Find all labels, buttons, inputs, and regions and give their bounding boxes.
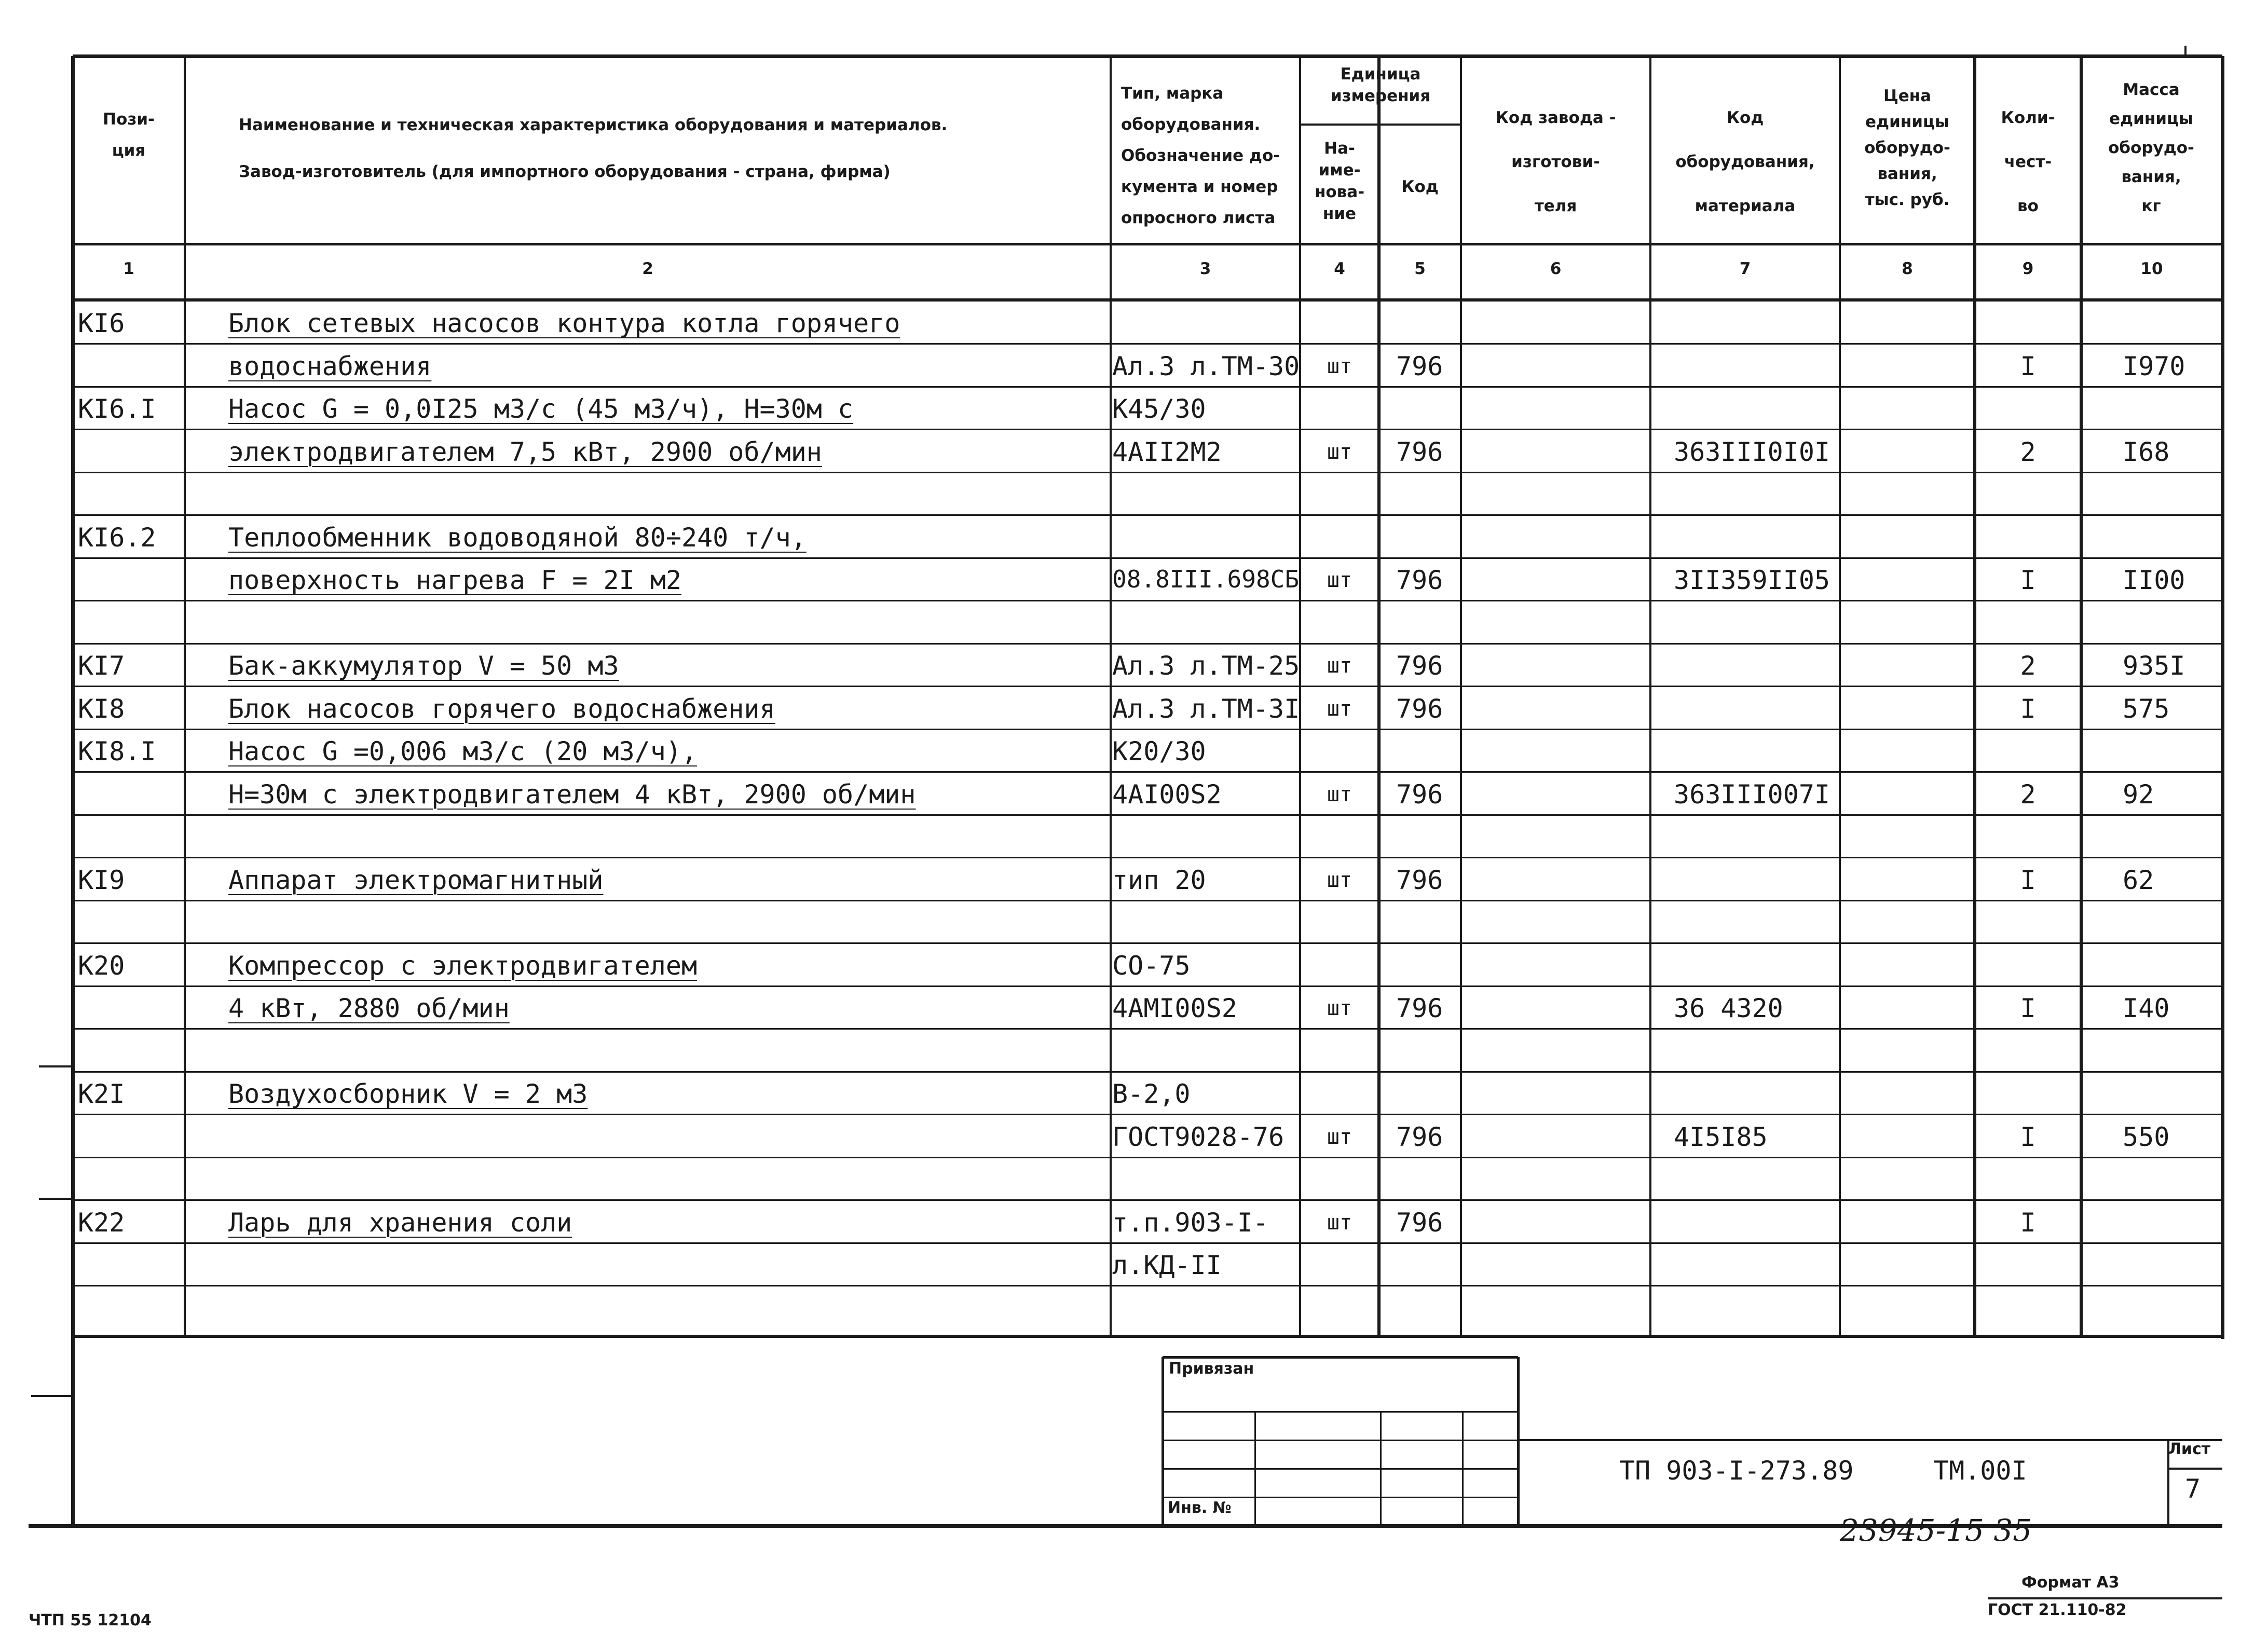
stamp-code: ЧТП 55 12104	[29, 1611, 152, 1630]
name-cell: Аппарат электромагнитный	[228, 865, 604, 895]
bound-label: Привязан	[1169, 1360, 1254, 1378]
unit-name-cell: шт	[1327, 868, 1352, 892]
unit-code-cell: 796	[1396, 693, 1443, 724]
equipment-code-cell: 363III0I0I	[1674, 436, 1830, 467]
name-cell: Теплообменник водоводяной 80÷240 т/ч,	[228, 522, 807, 553]
type-cell: СО-75	[1112, 950, 1191, 981]
header-price: Цена единицы оборудо- вания, тыс. руб.	[1864, 87, 1950, 209]
unit-code-cell: 796	[1396, 1207, 1443, 1238]
unit-code-cell: 796	[1396, 351, 1443, 381]
quantity-cell: I	[2020, 1207, 2036, 1238]
equipment-code-cell: 4I5I85	[1674, 1121, 1768, 1152]
quantity-cell: 2	[2020, 436, 2036, 467]
inventory-label: Инв. №	[1168, 1499, 1232, 1517]
header-quantity: Коли- чест- во	[2001, 108, 2055, 215]
position-cell: КI6.I	[78, 394, 156, 424]
unit-name-cell: шт	[1327, 440, 1352, 464]
name-cell: водоснабжения	[228, 351, 432, 381]
header-code: Код оборудования, материала	[1675, 108, 1815, 215]
name-cell: поверхность нагрева F = 2I м2	[228, 565, 681, 595]
unit-code-cell: 796	[1396, 1121, 1443, 1152]
unit-name-cell: шт	[1327, 782, 1352, 806]
type-cell: 4АII2М2	[1112, 436, 1222, 467]
name-cell: Бак-аккумулятор V = 50 м3	[228, 651, 619, 681]
unit-name-cell: шт	[1327, 1210, 1352, 1235]
unit-code-cell: 796	[1396, 565, 1443, 595]
column-number: 1	[123, 259, 134, 278]
type-cell: ГОСТ9028-76	[1112, 1121, 1285, 1152]
header-position: Пози- ция	[103, 110, 155, 160]
position-cell: КI6.2	[78, 522, 156, 553]
column-number: 6	[1550, 259, 1562, 278]
unit-name-cell: шт	[1327, 696, 1352, 721]
type-cell: т.п.903-I-	[1112, 1207, 1269, 1238]
type-cell: В-2,0	[1112, 1079, 1191, 1109]
mass-cell: I970	[2123, 351, 2185, 381]
column-number: 3	[1199, 259, 1211, 278]
unit-name-cell: шт	[1327, 354, 1352, 378]
mass-cell: 935I	[2123, 651, 2185, 681]
name-cell: электродвигателем 7,5 кВт, 2900 об/мин	[228, 436, 822, 467]
unit-code-cell: 796	[1396, 779, 1443, 810]
unit-name-cell: шт	[1327, 996, 1352, 1020]
unit-code-cell: 796	[1396, 651, 1443, 681]
position-cell: К22	[78, 1207, 125, 1238]
quantity-cell: I	[2020, 693, 2036, 724]
header-type: Тип, марка оборудования. Обозначение до- кумента и номер опросного листа	[1121, 84, 1280, 227]
unit-code-cell: 796	[1396, 436, 1443, 467]
column-number: 7	[1739, 259, 1751, 278]
position-cell: КI8.I	[78, 736, 156, 766]
quantity-cell: I	[2020, 993, 2036, 1023]
name-cell: Блок насосов горячего водоснабжения	[228, 693, 775, 724]
quantity-cell: 2	[2020, 779, 2036, 810]
header-unit-code: Код	[1401, 177, 1439, 196]
column-number: 10	[2140, 259, 2163, 278]
header-unit-name: На- име- нова- ние	[1314, 139, 1365, 223]
column-number: 8	[1902, 259, 1913, 278]
quantity-cell: 2	[2020, 651, 2036, 681]
type-cell: 4АI00S2	[1112, 779, 1222, 810]
name-cell: Воздухосборник V = 2 м3	[228, 1079, 588, 1109]
mass-cell: I40	[2123, 993, 2170, 1023]
gost-label: ГОСТ 21.110-82	[1988, 1601, 2127, 1619]
mass-cell: 92	[2123, 779, 2154, 810]
name-cell: Компрессор с электродвигателем	[228, 950, 698, 981]
type-cell: К45/30	[1112, 394, 1206, 424]
type-cell: 08.8III.698СБ	[1112, 565, 1300, 593]
column-number: 5	[1414, 259, 1426, 278]
header-unit: Единица измерения	[1330, 65, 1431, 105]
name-cell: 4 кВт, 2880 об/мин	[228, 993, 510, 1023]
quantity-cell: I	[2020, 865, 2036, 895]
header-name: Наименование и техническая характеристика оборудования и материалов. Завод-изготовитель (для импортного оборудования - страна, фирма)	[239, 116, 948, 181]
name-cell: Н=30м с электродвигателем 4 кВт, 2900 об/мин	[228, 779, 916, 810]
type-cell: Ал.3 л.ТМ-3I	[1112, 693, 1300, 724]
column-number: 9	[2022, 259, 2034, 278]
position-cell: КI7	[78, 651, 125, 681]
type-cell: Ал.3 л.ТМ-25	[1112, 651, 1300, 681]
name-cell: Насос G = 0,0I25 м3/с (45 м3/ч), Н=30м с	[228, 394, 854, 424]
type-cell: л.КД-II	[1112, 1250, 1222, 1280]
position-cell: КI6	[78, 308, 125, 338]
document-mark: ТМ.00I	[1933, 1456, 2027, 1486]
column-number: 4	[1334, 259, 1345, 278]
position-cell: К2I	[78, 1079, 125, 1109]
equipment-code-cell: 363III007I	[1674, 779, 1830, 810]
quantity-cell: I	[2020, 351, 2036, 381]
type-cell: К20/30	[1112, 736, 1206, 766]
equipment-code-cell: 3II359II05	[1674, 565, 1830, 595]
mass-cell: II00	[2123, 565, 2185, 595]
type-cell: 4АМI00S2	[1112, 993, 1237, 1023]
type-cell: тип 20	[1112, 865, 1206, 895]
format-label: Формат А3	[2021, 1573, 2120, 1592]
position-cell: КI8	[78, 693, 125, 724]
mass-cell: 550	[2123, 1121, 2170, 1152]
name-cell: Блок сетевых насосов контура котла горячего	[228, 308, 900, 338]
mass-cell: 62	[2123, 865, 2154, 895]
mass-cell: 575	[2123, 693, 2170, 724]
mass-cell: I68	[2123, 436, 2170, 467]
header-factory: Код завода - изготови- теля	[1495, 108, 1616, 215]
position-cell: К20	[78, 950, 125, 981]
sheet-label: Лист	[2168, 1440, 2211, 1458]
handwritten-number: 23945-15 35	[1840, 1513, 2032, 1548]
column-number: 2	[642, 259, 653, 278]
unit-code-cell: 796	[1396, 993, 1443, 1023]
unit-name-cell: шт	[1327, 568, 1352, 592]
equipment-code-cell: 36 4320	[1674, 993, 1783, 1023]
header-mass: Масса единицы оборудо- вания, кг	[2108, 80, 2194, 215]
name-cell: Насос G =0,006 м3/с (20 м3/ч),	[228, 736, 698, 766]
name-cell: Ларь для хранения соли	[228, 1207, 572, 1238]
unit-code-cell: 796	[1396, 865, 1443, 895]
sheet-number: 7	[2185, 1474, 2201, 1504]
unit-name-cell: шт	[1327, 654, 1352, 678]
unit-name-cell: шт	[1327, 1125, 1352, 1149]
document-number: ТП 903-I-273.89	[1619, 1456, 1854, 1486]
type-cell: Ал.3 л.ТМ-30	[1112, 351, 1300, 381]
quantity-cell: I	[2020, 1121, 2036, 1152]
quantity-cell: I	[2020, 565, 2036, 595]
position-cell: КI9	[78, 865, 125, 895]
